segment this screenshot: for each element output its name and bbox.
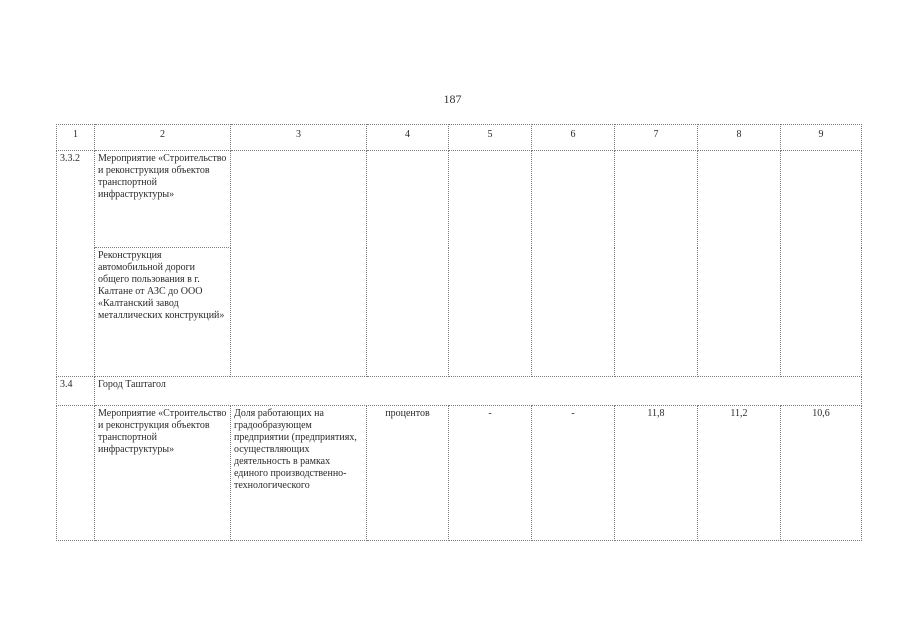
row-number-cell: 3.4 bbox=[57, 377, 95, 406]
row-number-cell: 3.3.2 bbox=[57, 151, 95, 377]
value-cell bbox=[449, 151, 532, 377]
column-header: 8 bbox=[698, 125, 781, 151]
indicator-cell bbox=[231, 151, 367, 377]
value-cell: - bbox=[449, 406, 532, 541]
page-number: 187 bbox=[443, 92, 462, 106]
column-header: 3 bbox=[231, 125, 367, 151]
row-number-cell bbox=[57, 406, 95, 541]
value-cell bbox=[615, 151, 698, 377]
column-header: 1 bbox=[57, 125, 95, 151]
measure-name-cell: Мероприятие «Строительство и реконструкция объектов транспортной инфраструктуры» bbox=[95, 151, 231, 248]
indicators-table bbox=[56, 124, 862, 541]
column-header: 6 bbox=[532, 125, 615, 151]
table-header-row bbox=[57, 125, 862, 151]
column-header: 4 bbox=[367, 125, 449, 151]
table-row bbox=[57, 406, 862, 541]
column-header: 9 bbox=[781, 125, 862, 151]
table-row bbox=[57, 151, 862, 248]
value-cell bbox=[532, 151, 615, 377]
section-title-cell: Город Таштагол bbox=[95, 377, 862, 406]
column-header: 2 bbox=[95, 125, 231, 151]
table-row bbox=[57, 377, 862, 406]
column-header: 5 bbox=[449, 125, 532, 151]
column-header: 7 bbox=[615, 125, 698, 151]
unit-cell bbox=[367, 151, 449, 377]
value-cell: - bbox=[532, 406, 615, 541]
unit-cell: процентов bbox=[367, 406, 449, 541]
value-cell bbox=[781, 151, 862, 377]
value-cell bbox=[698, 151, 781, 377]
measure-name-cell: Мероприятие «Строительство и реконструкция объектов транспортной инфраструктуры» bbox=[95, 406, 231, 541]
value-cell: 11,8 bbox=[615, 406, 698, 541]
value-cell: 11,2 bbox=[698, 406, 781, 541]
reconstruction-description-cell: Реконструкция автомобильной дороги общего пользования в г. Калтане от АЗС до ООО «Калтанский завод металлических конструкций» bbox=[95, 248, 231, 377]
indicator-cell: Доля работающих на градообразующем предприятии (предприятиях, осуществляющих деятельность в рамках единого производственно-технологического bbox=[231, 406, 367, 541]
value-cell: 10,6 bbox=[781, 406, 862, 541]
